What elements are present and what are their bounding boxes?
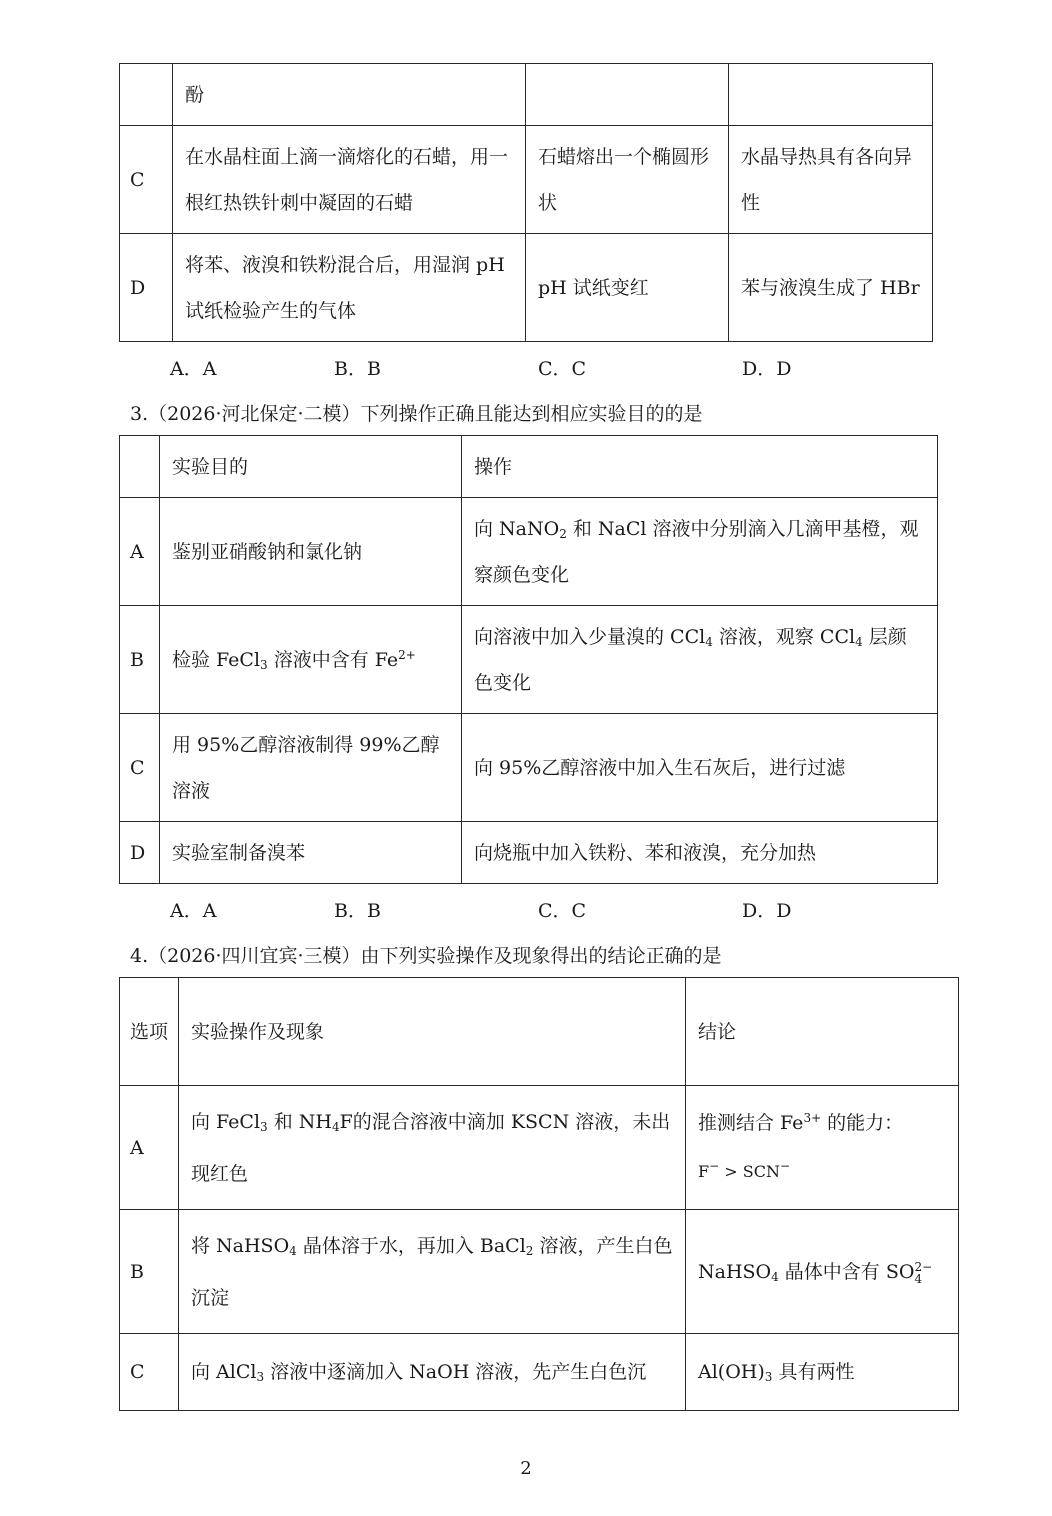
table-row <box>120 234 933 342</box>
table-header-row <box>120 978 959 1086</box>
operation-cell: 向溶液中加入少量溴的 CCl$_4$ 溶液，观察 CCl$_4$ 层颜色变化 <box>462 606 938 714</box>
row-option: C <box>120 126 173 234</box>
table-row <box>120 1334 959 1411</box>
page-number: 2 <box>520 1458 532 1479</box>
choice-c[interactable]: C．C <box>538 900 587 922</box>
operation-cell: 向烧瓶中加入铁粉、苯和液溴，充分加热 <box>462 822 938 884</box>
table-row <box>120 126 933 234</box>
operation-cell: 在水晶柱面上滴一滴熔化的石蜡，用一根红热铁针刺中凝固的石蜡 <box>173 126 526 234</box>
choice-b[interactable]: B．B <box>334 900 381 922</box>
header-option: 选项 <box>120 978 179 1086</box>
row-option: D <box>120 234 173 342</box>
choice-c[interactable]: C．C <box>538 358 587 380</box>
row-option: A <box>120 498 160 606</box>
conclusion-cell: 水晶导热具有各向异性 <box>729 126 933 234</box>
choice-a[interactable]: A．A <box>170 358 217 380</box>
row-option: D <box>120 822 160 884</box>
header-conclusion: 结论 <box>686 978 959 1086</box>
conclusion-cell: $Al(OH)_3$ 具有两性 <box>686 1334 959 1411</box>
operation-cell: 向 NaNO$_2$ 和 NaCl 溶液中分别滴入几滴甲基橙，观察颜色变化 <box>462 498 938 606</box>
table-header-row <box>120 436 938 498</box>
phenomenon-cell: pH 试纸变红 <box>526 234 729 342</box>
row-option <box>120 64 173 126</box>
goal-cell: 用 95%乙醇溶液制得 99%乙醇溶液 <box>160 714 462 822</box>
table-continuation <box>119 63 933 342</box>
phenomenon-cell <box>526 64 729 126</box>
conclusion-cell: NaHSO$_4$ 晶体中含有 SO 2− 4 <box>686 1210 959 1334</box>
header-operation: 操作 <box>462 436 938 498</box>
header-operation: 实验操作及现象 <box>179 978 686 1086</box>
operation-cell: 向 95%乙醇溶液中加入生石灰后，进行过滤 <box>462 714 938 822</box>
goal-cell: 鉴别亚硝酸钠和氯化钠 <box>160 498 462 606</box>
row-option: C <box>120 1334 179 1411</box>
operation-cell: 酚 <box>173 64 526 126</box>
question-4-title: 4.（2026·四川宜宾·三模）由下列实验操作及现象得出的结论正确的是 <box>130 945 722 967</box>
question-4-table <box>119 977 959 1411</box>
header-goal: 实验目的 <box>160 436 462 498</box>
operation-cell: 将苯、液溴和铁粉混合后，用湿润 pH 试纸检验产生的气体 <box>173 234 526 342</box>
conclusion-cell: 苯与液溴生成了 HBr <box>729 234 933 342</box>
table-row <box>120 714 938 822</box>
operation-cell: 向 AlCl$_3$ 溶液中逐滴加入 NaOH 溶液，先产生白色沉 <box>179 1334 686 1411</box>
goal-cell: 检验 FeCl$_3$ 溶液中含有 $Fe^{2+}$ <box>160 606 462 714</box>
conclusion-cell: 推测结合 $Fe^{3+}$ 的能力： F− > SCN− <box>686 1086 959 1210</box>
choice-d[interactable]: D．D <box>742 358 792 380</box>
operation-cell: 将 NaHSO$_4$ 晶体溶于水，再加入 BaCl$_2$ 溶液，产生白色沉淀 <box>179 1210 686 1334</box>
table-row <box>120 606 938 714</box>
table-row <box>120 1210 959 1334</box>
choice-b[interactable]: B．B <box>334 358 381 380</box>
table-row <box>120 498 938 606</box>
question-3-table <box>119 435 938 884</box>
table-row <box>120 64 933 126</box>
table-row <box>120 1086 959 1210</box>
table-row <box>120 822 938 884</box>
row-option: A <box>120 1086 179 1210</box>
question-3-title: 3.（2026·河北保定·二模）下列操作正确且能达到相应实验目的的是 <box>130 403 703 425</box>
choice-a[interactable]: A．A <box>170 900 217 922</box>
row-option: B <box>120 1210 179 1334</box>
phenomenon-cell: 石蜡熔出一个椭圆形状 <box>526 126 729 234</box>
goal-cell: 实验室制备溴苯 <box>160 822 462 884</box>
conclusion-cell <box>729 64 933 126</box>
operation-cell: 向 FeCl$_3$ 和 $NH_4F$的混合溶液中滴加 KSCN 溶液，未出现红色 <box>179 1086 686 1210</box>
row-option: C <box>120 714 160 822</box>
choice-d[interactable]: D．D <box>742 900 792 922</box>
row-option: B <box>120 606 160 714</box>
